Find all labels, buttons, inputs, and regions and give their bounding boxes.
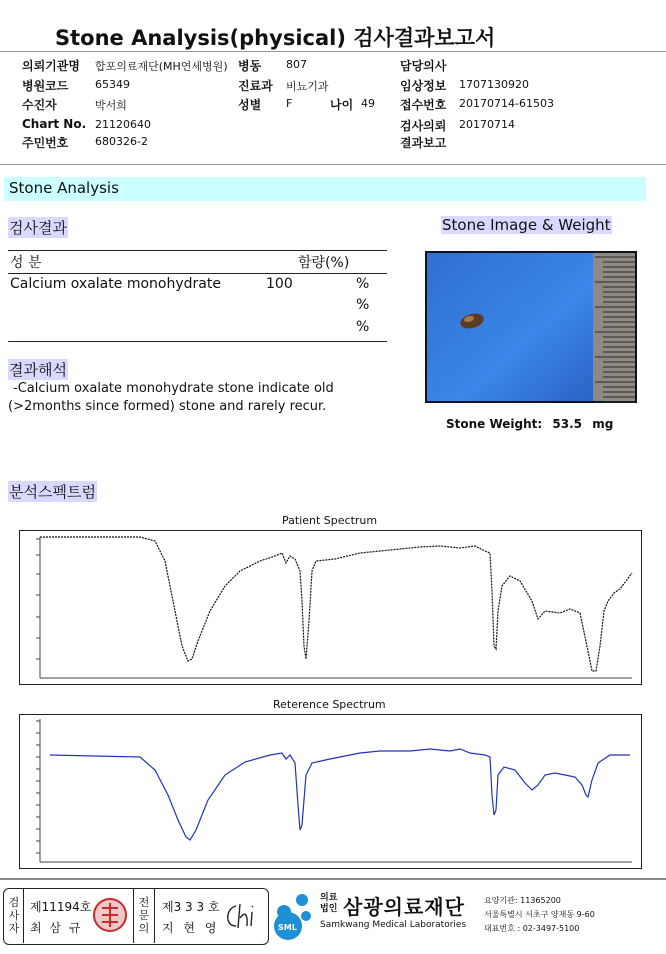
institution-value: 합포의료재단(MH연세병원) (95, 60, 228, 73)
footer-divider (0, 878, 666, 880)
stone-photo (425, 251, 637, 403)
dept-value: 비뇨기과 (286, 80, 329, 93)
specialist-signature-icon (222, 900, 262, 932)
clinical-info-value: 1707130920 (459, 78, 529, 91)
content-column-header: 함량(%) (298, 255, 350, 271)
receipt-no-value: 20170714-61503 (459, 97, 554, 110)
interpretation-line-2: (>2months since formed) stone and rarely recur. (8, 399, 327, 414)
component-column-header: 성 분 (10, 255, 42, 271)
sex-value: F (286, 97, 293, 110)
signature-box-divider-2 (133, 888, 134, 943)
receipt-no-label: 접수번호 (400, 98, 447, 112)
header-top-divider (0, 51, 666, 52)
institution-label: 의뢰기관명 (22, 59, 80, 73)
results-table-header-rule (8, 273, 387, 274)
examiner-name: 최 삼 규 (30, 921, 83, 935)
report-title: Stone Analysis(physical) 검사결과보고서 (55, 26, 496, 50)
result-row-1-value: 100 (266, 276, 293, 292)
result-row-1-component: Calcium oxalate monohydrate (10, 276, 221, 292)
result-report-label: 결과보고 (400, 136, 447, 150)
sex-label: 성별 (238, 98, 262, 112)
interpretation-line-1: -Calcium oxalate monohydrate stone indicate old (13, 381, 334, 396)
age-value: 49 (361, 97, 375, 110)
sml-logo-badge: SML (278, 923, 297, 932)
rrn-value: 680326-2 (95, 135, 148, 148)
interpretation-heading: 결과해석 (9, 361, 67, 379)
results-table-bottom-rule (8, 341, 387, 342)
dept-label: 진료과 (238, 79, 273, 93)
specialist-vertical-label: 전문의 (138, 896, 150, 935)
sml-logo-icon (270, 890, 316, 942)
specialist-license-no: 제3 3 3 호 (162, 900, 220, 914)
examiner-license-no: 제11194호 (30, 900, 92, 914)
stone-weight-unit: mg (592, 417, 614, 431)
patient-value: 박서희 (95, 99, 127, 112)
company-name-en: Samkwang Medical Laboratories (320, 920, 467, 930)
request-date-label: 검사의뢰 (400, 119, 447, 133)
stone-image-heading: Stone Image & Weight (442, 216, 611, 234)
reference-y-ticks (36, 719, 632, 862)
reference-spectrum-chart (19, 714, 642, 869)
company-address: 서울특별시 서초구 양재동 9-60 (484, 910, 595, 919)
doctor-label: 담당의사 (400, 59, 447, 73)
header-bottom-divider (0, 164, 666, 165)
stone-analysis-band-label: Stone Analysis (9, 179, 119, 197)
result-row-2-unit: % (356, 297, 370, 313)
specialist-name: 지 현 영 (162, 921, 220, 935)
ward-label: 병동 (238, 59, 262, 73)
company-name-ko: 삼광의료재단 (343, 895, 465, 919)
clinical-info-label: 임상정보 (400, 79, 447, 93)
result-row-1-unit: % (356, 276, 370, 292)
hospital-code-value: 65349 (95, 78, 130, 91)
company-phone: 대표번호 : 02-3497-5100 (484, 924, 580, 933)
stone-weight-line (446, 417, 613, 431)
ward-value: 807 (286, 58, 307, 71)
examiner-vertical-label: 검사자 (8, 896, 20, 935)
results-table-top-rule (8, 250, 387, 251)
age-label: 나이 (330, 98, 354, 112)
chart-no-value: 21120640 (95, 118, 151, 131)
hospital-code-label: 병원코드 (22, 79, 69, 93)
result-row-3-unit: % (356, 319, 370, 335)
patient-spectrum-chart (19, 530, 642, 685)
chart-no-label: Chart No. (22, 117, 87, 131)
patient-spectrum-title: Patient Spectrum (282, 514, 378, 527)
patient-label: 수진자 (22, 98, 57, 112)
patient-y-ticks (36, 537, 632, 678)
results-heading: 검사결과 (9, 219, 67, 237)
signature-box-divider-1 (23, 888, 24, 943)
stone-weight-label: Stone Weight: (446, 417, 543, 431)
registration-no: 요양기관: 11365200 (484, 896, 561, 905)
request-date-value: 20170714 (459, 118, 515, 131)
stone-weight-value: 53.5 (552, 417, 583, 431)
signature-box-divider-3 (154, 888, 155, 943)
stone-analysis-band (4, 177, 646, 201)
reference-spectrum-plot (20, 715, 641, 868)
examiner-seal-icon (92, 897, 128, 933)
rrn-label: 주민번호 (22, 136, 69, 150)
corp-type-label: 의료법인 (320, 893, 338, 914)
reference-spectrum-title: Reterence Spectrum (273, 698, 386, 711)
patient-spectrum-plot (20, 531, 641, 684)
spectrum-heading: 분석스펙트럼 (9, 483, 96, 501)
